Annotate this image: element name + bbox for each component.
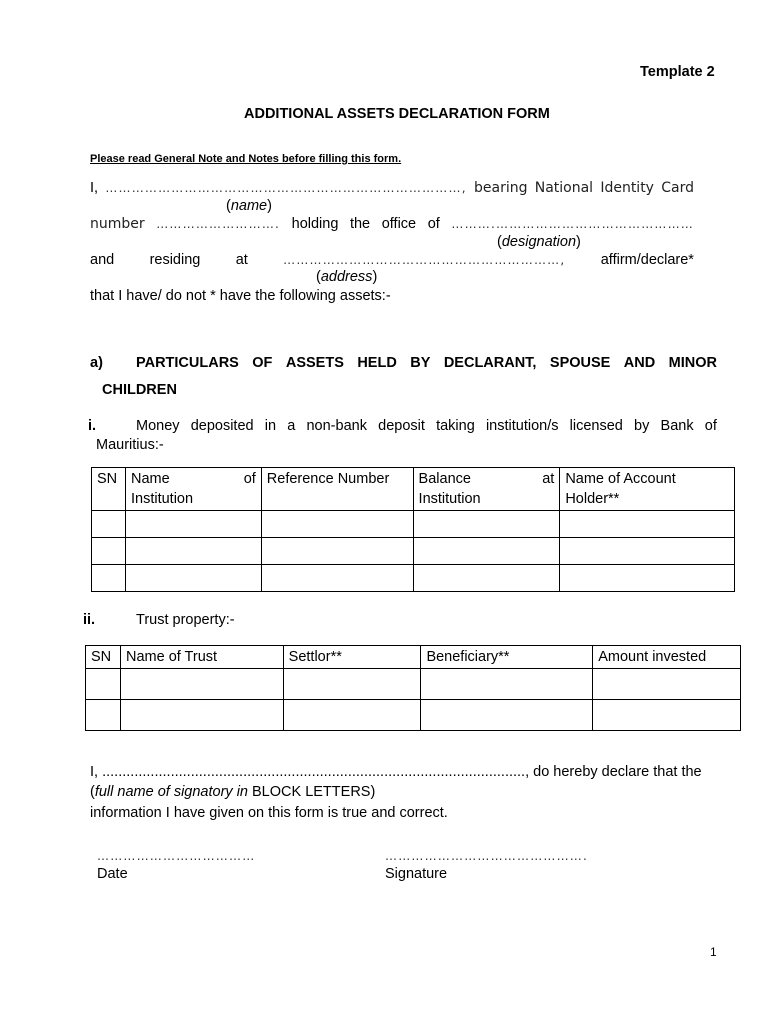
table-cell[interactable] xyxy=(125,538,261,565)
card-word: Card xyxy=(661,180,694,196)
table-cell[interactable] xyxy=(92,565,126,592)
have-assets-line: that I have/ do not * have the following assets:- xyxy=(90,288,391,304)
header-name-of-trust: Name of Trust xyxy=(120,646,283,669)
table-cell[interactable] xyxy=(261,511,413,538)
table-cell[interactable] xyxy=(283,669,421,700)
at-word: at xyxy=(235,252,248,268)
page-number: 1 xyxy=(710,945,717,959)
form-title: ADDITIONAL ASSETS DECLARATION FORM xyxy=(244,106,550,122)
table-cell[interactable] xyxy=(560,511,735,538)
table-cell[interactable] xyxy=(125,511,261,538)
sub-i-text-word: in xyxy=(264,418,277,434)
table-row xyxy=(86,669,741,700)
table-cell[interactable] xyxy=(560,538,735,565)
section-a-heading-word: BY xyxy=(410,355,431,371)
table-cell[interactable] xyxy=(593,700,741,731)
section-a-heading-word: MINOR xyxy=(668,355,717,371)
address-hint: (address) xyxy=(316,269,378,285)
header-sn: SN xyxy=(92,468,126,511)
table-cell[interactable] xyxy=(283,700,421,731)
header-reference-number: Reference Number xyxy=(261,468,413,511)
section-a-heading-word: HELD xyxy=(357,355,397,371)
table-cell[interactable] xyxy=(86,669,121,700)
header-account-holder: Name of Account Holder** xyxy=(560,468,735,511)
header-balance-at-institution: Balance at Institution xyxy=(413,468,560,511)
table-row xyxy=(92,565,735,592)
table-cell[interactable] xyxy=(120,700,283,731)
closing-line-2: (full name of signatory in BLOCK LETTERS) xyxy=(90,784,376,800)
sub-i-text-word: deposit xyxy=(378,418,425,434)
section-a-heading-word: PARTICULARS xyxy=(136,355,239,371)
header-beneficiary: Beneficiary** xyxy=(421,646,593,669)
name-blank: ………………………………………………………………………, xyxy=(105,181,467,195)
table-cell[interactable] xyxy=(421,700,593,731)
signature-label: Signature xyxy=(385,866,448,882)
national-word: National xyxy=(534,180,594,196)
sub-i-text-word: licensed xyxy=(569,418,623,434)
sub-i-text-word: a xyxy=(287,418,296,434)
identity-word: Identity xyxy=(600,180,654,196)
section-a-heading-word: AND xyxy=(623,355,656,371)
table-cell[interactable] xyxy=(92,538,126,565)
closing-line-3: information I have given on this form is true and correct. xyxy=(90,805,448,821)
sub-i-text-word: taking xyxy=(436,418,475,434)
trust-header-row xyxy=(86,646,741,669)
table-row xyxy=(92,511,735,538)
template-label: Template 2 xyxy=(640,64,715,80)
sub-i-marker: i. xyxy=(88,418,97,434)
table-cell[interactable] xyxy=(261,565,413,592)
section-a-heading-word: OF xyxy=(252,355,273,371)
bearing-word: bearing xyxy=(473,180,528,196)
date-blank: ……………………………… xyxy=(97,849,256,863)
section-a-heading-line-1 xyxy=(136,355,717,371)
table-cell[interactable] xyxy=(560,565,735,592)
sub-i-text-word: deposited xyxy=(190,418,254,434)
table-cell[interactable] xyxy=(92,511,126,538)
affirm-word: affirm/declare* xyxy=(600,252,694,268)
declaration-line-2 xyxy=(90,216,694,232)
signature-blank: ………………………………………. xyxy=(385,849,589,863)
residing-word: residing xyxy=(149,252,201,268)
deposits-header-row xyxy=(92,468,735,511)
table-row xyxy=(86,700,741,731)
section-a-heading-line-2: CHILDREN xyxy=(102,382,177,398)
declaration-i: I, xyxy=(90,180,99,196)
section-a-heading-word: DECLARANT, xyxy=(443,355,537,371)
sub-i-text-word: of xyxy=(704,418,717,434)
table-cell[interactable] xyxy=(413,511,560,538)
number-word: number xyxy=(90,216,145,232)
sub-ii-marker: ii. xyxy=(83,612,96,628)
sub-i-text-word: Bank xyxy=(660,418,694,434)
table-cell[interactable] xyxy=(125,565,261,592)
table-cell[interactable] xyxy=(261,538,413,565)
sub-i-text-word: institution/s xyxy=(485,418,559,434)
header-settlor: Settlor** xyxy=(283,646,421,669)
sub-i-text-word: Money xyxy=(136,418,180,434)
the-word: the xyxy=(349,216,371,232)
table-cell[interactable] xyxy=(421,669,593,700)
header-name-of-institution: Name of Institution xyxy=(125,468,261,511)
section-a-marker: a) xyxy=(90,355,103,371)
sub-i-text-line-1 xyxy=(136,418,717,434)
header-amount-invested: Amount invested xyxy=(593,646,741,669)
id-number-blank: ………………………. xyxy=(156,217,281,231)
sub-i-text-word: non-bank xyxy=(306,418,367,434)
table-row xyxy=(92,538,735,565)
designation-hint: (designation) xyxy=(497,234,581,250)
deposits-table xyxy=(91,467,735,592)
of-word: of xyxy=(427,216,440,232)
read-notes-instruction: Please read General Note and Notes before filling this form. xyxy=(90,153,402,165)
closing-line-1: I, ........................................................................................................., do hereby declare that the xyxy=(90,764,702,780)
sub-i-text-line-2: Mauritius:- xyxy=(96,437,164,453)
section-a-heading-word: ASSETS xyxy=(285,355,344,371)
date-label: Date xyxy=(97,866,128,882)
table-cell[interactable] xyxy=(120,669,283,700)
trust-property-label: Trust property:- xyxy=(136,612,235,628)
name-hint: (name) xyxy=(226,198,272,214)
office-blank: ……….……………………………………… xyxy=(451,217,694,231)
section-a-heading-word: SPOUSE xyxy=(549,355,611,371)
office-word: office xyxy=(381,216,417,232)
table-cell[interactable] xyxy=(413,565,560,592)
declaration-line-3 xyxy=(90,252,694,268)
address-blank: ………………………………………………………, xyxy=(283,253,566,267)
header-sn: SN xyxy=(86,646,121,669)
sub-i-text-word: by xyxy=(634,418,650,434)
declaration-line-1 xyxy=(90,180,694,196)
and-word: and xyxy=(90,252,115,268)
table-cell[interactable] xyxy=(86,700,121,731)
trust-table xyxy=(85,645,741,731)
table-cell[interactable] xyxy=(413,538,560,565)
holding-word: holding xyxy=(291,216,339,232)
table-cell[interactable] xyxy=(593,669,741,700)
